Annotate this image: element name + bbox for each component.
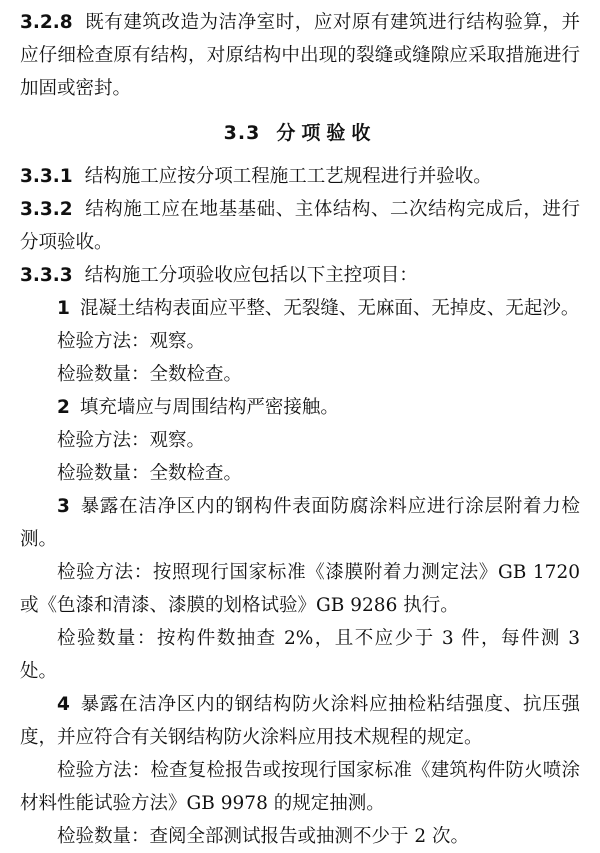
clause-3-2-8 [20,6,580,105]
item-2-method: 检验方法：观察。 [57,430,206,451]
clause-number: 3.3.2 [20,199,73,220]
item-number: 2 [57,397,70,418]
item-4-method: 检验方法：检查复检报告或按现行国家标准《建筑构件防火喷涂材料性能试验方法》GB 9978 的规定抽测。 [20,760,580,814]
section-number: 3.3 [223,122,261,144]
item-2-quantity: 检验数量：全数检查。 [57,463,243,484]
item-text: 暴露在洁净区内的钢结构防火涂料应抽检粘结强度、抗压强度，并应符合有关钢结构防火涂料应用技术规程的规定。 [20,694,580,748]
item-4-quantity: 检验数量：查阅全部测试报告或抽测不少于 2 次。 [57,826,470,847]
item-text: 填充墙应与周围结构严密接触。 [79,397,339,418]
item-number: 4 [57,694,70,715]
clause-3-3-2 [20,193,580,259]
item-1-quantity: 检验数量：全数检查。 [57,364,243,385]
item-2 [20,391,580,424]
clause-text: 结构施工应按分项工程施工工艺规程进行并验收。 [84,166,492,187]
item-3 [20,490,580,556]
item-3-method: 检验方法：按照现行国家标准《漆膜附着力测定法》GB 1720或《色漆和清漆、漆膜的划格试验》GB 9286 执行。 [20,562,580,616]
item-text: 暴露在洁净区内的钢构件表面防腐涂料应进行涂层附着力检测。 [20,496,580,550]
clause-3-3-3 [20,259,580,292]
clause-number: 3.3.1 [20,166,73,187]
item-4 [20,688,580,754]
item-1 [20,292,580,325]
clause-text: 既有建筑改造为洁净室时，应对原有建筑进行结构验算，并应仔细检查原有结构，对原结构中出现的裂缝或缝隙应采取措施进行加固或密封。 [20,12,580,99]
item-3-quantity: 检验数量：按构件数抽查 2%，且不应少于 3 件，每件测 3 处。 [20,628,580,682]
clause-text: 结构施工应在地基基础、主体结构、二次结构完成后，进行分项验收。 [20,199,580,253]
item-number: 3 [57,496,70,517]
item-number: 1 [57,298,70,319]
clause-number: 3.3.3 [20,265,73,286]
clause-3-3-1 [20,160,580,193]
clause-text: 结构施工分项验收应包括以下主控项目： [84,265,418,286]
item-text: 混凝土结构表面应平整、无裂缝、无麻面、无掉皮、无起沙。 [79,298,580,319]
section-title: 分项验收 [276,122,377,144]
item-1-method: 检验方法：观察。 [57,331,206,352]
section-heading [20,117,580,150]
clause-number: 3.2.8 [20,12,73,33]
